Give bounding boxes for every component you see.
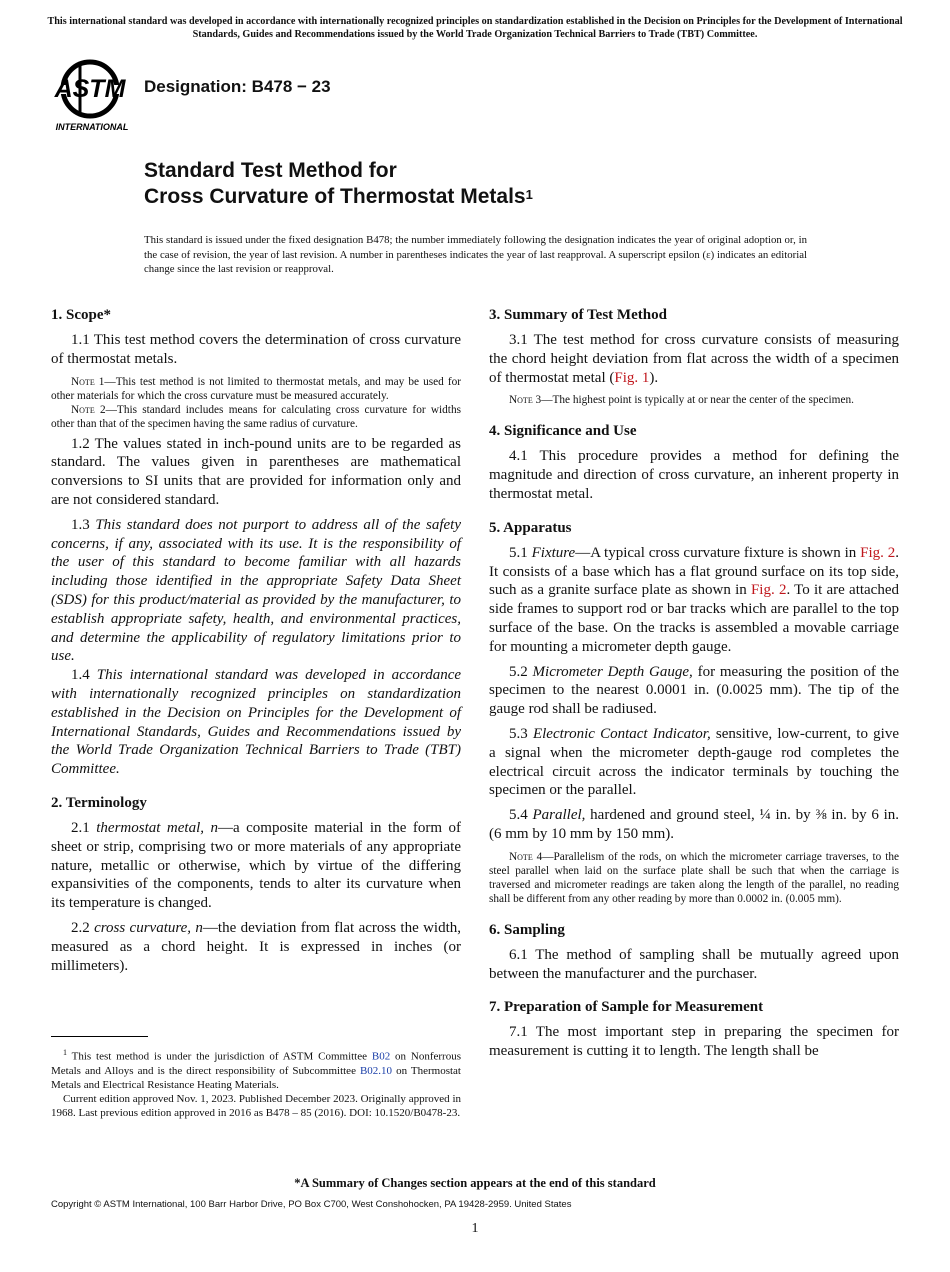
- sampling-heading: 6. Sampling: [489, 921, 565, 938]
- astm-logo-icon: [52, 56, 136, 132]
- para-2-2-term: cross curvature, n: [94, 919, 203, 936]
- para-5-1-text-b: . It consists of a base which has a flat ground surface on its top side, such as a granite surface plate as shown in: [489, 544, 900, 599]
- note-3-label: Note: [509, 394, 533, 407]
- para-1-4-text: This international standard was developed in accordance with internationally recognized principles on standardization established in the Decision on Principles for the Development of International Standards, Guides and Recommendations issued by the World Trade Organization Technical Barriers to Trade (TBT) Committee.: [51, 667, 462, 778]
- para-5-3: [489, 725, 899, 800]
- para-4-1: 4.1 This procedure provides a method for defining the magnitude and direction of cross curvature, an inherent property in thermostat metal.: [489, 448, 899, 502]
- para-5-1-text-a: —A typical cross curvature fixture is shown in: [575, 544, 861, 561]
- para-5-4: [489, 806, 899, 844]
- para-5-1: [489, 544, 899, 657]
- footnotes: [51, 1046, 461, 1120]
- para-3-1: [489, 331, 899, 387]
- designation: Designation: B478 − 23: [144, 77, 331, 96]
- footnote-1-text-b: on Nonferrous Metals and Alloys and is the direct responsibility of Subcommittee: [51, 1050, 461, 1077]
- footnote-1-text-c: on Thermostat Metals and Electrical Resistance Heating Materials.: [51, 1064, 461, 1091]
- section-terminology: [51, 793, 461, 975]
- para-5-4-text: hardened and ground steel, ¼ in. by ⅜ in. by 6 in. (6 mm by 10 mm by 150 mm).: [489, 807, 899, 842]
- para-2-2-num: 2.2: [71, 919, 95, 936]
- note-4-label: Note: [509, 850, 533, 863]
- para-1-3-num: 1.3: [71, 516, 96, 533]
- terminology-heading: 2. Terminology: [51, 794, 147, 811]
- top-notice: This international standard was developed in accordance with internationally recognized principles on standardization established in the Decision on Principles for the Development of International Standards, Guides and Recommendations issued by the World Trade Organization Technical Barriers to Trade (TBT) Committee.: [47, 16, 903, 40]
- para-5-3-num: 5.3: [509, 725, 533, 742]
- para-5-1-term: Fixture: [531, 544, 576, 561]
- para-5-4-num: 5.4: [509, 807, 533, 824]
- para-6-1: 6.1 The method of sampling shall be mutually agreed upon between the manufacturer and the purchaser.: [489, 946, 899, 982]
- note-4-text: 4—Parallelism of the rods, on which the micrometer carriage traverses, to the steel parallel when laid on the surface plate shall be such that when the carriage is traversed and micrometer readings are taken along the length of the parallel, no reading shall be different from any other reading by more than 0.0002 in. (0.005 mm).: [489, 850, 899, 905]
- footnote-rule: [51, 1036, 148, 1037]
- scope-heading: 1. Scope*: [51, 307, 111, 323]
- section-scope: [51, 305, 461, 779]
- para-5-2-term: Micrometer Depth Gauge,: [532, 663, 693, 680]
- note-1-label: Note: [71, 375, 95, 388]
- preparation-heading: 7. Preparation of Sample for Measurement: [489, 999, 764, 1016]
- section-apparatus: [489, 518, 899, 906]
- note-2-text: 2—This standard includes means for calculating cross curvature for widths other than that of the specimen having the same radius of curvature.: [51, 403, 461, 430]
- para-5-2-num: 5.2: [509, 663, 533, 680]
- para-1-3: [51, 516, 461, 666]
- committee-b02-link[interactable]: B02: [371, 1050, 391, 1063]
- right-column: [489, 305, 899, 1061]
- astm-logo: [52, 56, 136, 132]
- edition-note: Current edition approved Nov. 1, 2023. Published December 2023. Originally approved in 1968. Last previous edition approved in 2016 as B478 – 85 (2016). DOI: 10.1520/B0478-23.: [51, 1092, 461, 1119]
- para-7-1: 7.1 The most important step in preparing the specimen for measurement is cutting it to length. The length shall be: [489, 1024, 899, 1060]
- page-number: 1: [471, 1221, 479, 1236]
- subcommittee-b02-10-link[interactable]: B02.10: [359, 1064, 393, 1077]
- left-column: [51, 305, 461, 975]
- significance-heading: 4. Significance and Use: [489, 423, 637, 440]
- summary-heading: 3. Summary of Test Method: [489, 307, 667, 323]
- para-5-2-text: for measuring the position of the specimen to the nearest 0.0001 in. (0.0025 mm). The tip of the gauge rod shall be radiused.: [489, 663, 900, 718]
- note-2: [51, 403, 461, 431]
- para-2-1-text: —a composite material in the form of sheet or strip, comprising two or more materials of any appropriate nature, metallic or otherwise, which by virtue of the differing expansivities of the components, tends to alter its curvature when its temperature is changed.: [51, 819, 461, 912]
- fig-2-link[interactable]: Fig. 2: [860, 544, 896, 561]
- fig-1-link[interactable]: Fig. 1: [614, 369, 650, 386]
- para-1-4-num: 1.4: [71, 667, 97, 684]
- para-5-1-num: 5.1: [509, 544, 532, 561]
- para-2-1: [51, 819, 461, 913]
- para-2-1-term: thermostat metal, n: [96, 819, 218, 836]
- section-sampling: [489, 920, 899, 984]
- note-3-text: 3—The highest point is typically at or near the center of the specimen.: [532, 394, 854, 407]
- copyright: Copyright © ASTM International, 100 Barr Harbor Drive, PO Box C700, West Conshohocken, PA 19428-2959. United States: [51, 1199, 572, 1210]
- fig-2-link-second[interactable]: Fig. 2: [750, 582, 787, 599]
- apparatus-heading: 5. Apparatus: [489, 519, 572, 536]
- note-1-text: 1—This test method is not limited to thermostat metals, and may be used for other materials for which the cross curvature must be measured accurately.: [51, 375, 461, 402]
- logo-org: INTERNATIONAL: [55, 122, 129, 132]
- section-summary: [489, 305, 899, 407]
- para-1-1: 1.1 This test method covers the determination of cross curvature of thermostat metals.: [51, 332, 461, 367]
- section-preparation: [489, 997, 899, 1061]
- para-5-4-term: Parallel,: [532, 807, 586, 824]
- title-line-2: Cross Curvature of Thermostat Metals: [144, 185, 526, 208]
- logo-wordmark: ASTM: [54, 75, 126, 103]
- para-2-2-text: —the deviation from flat across the width, measured as a chord height. It is expressed in inches (or millimeters).: [51, 919, 461, 974]
- para-5-3-term: Electronic Contact Indicator,: [532, 725, 711, 742]
- para-3-1-end: ).: [649, 369, 659, 386]
- title-line-1: Standard Test Method for: [144, 159, 397, 182]
- title-footnote-mark: 1: [525, 187, 533, 202]
- note-3: [489, 393, 899, 407]
- para-1-2: 1.2 The values stated in inch-pound units are to be regarded as standard. The values given in parentheses are mathematical conversions to SI units that are provided for information only and are not considered standard.: [51, 435, 461, 508]
- note-4: [489, 850, 899, 906]
- footnote-1-text-a: This test method is under the jurisdiction of ASTM Committee: [67, 1050, 372, 1063]
- para-3-1-text: 3.1 The test method for cross curvature consists of measuring the chord height deviation from flat across the width of a specimen of thermostat metal (: [489, 332, 899, 386]
- summary-of-changes-note: *A Summary of Changes section appears at the end of this standard: [294, 1176, 656, 1190]
- footnote-1: [51, 1046, 461, 1092]
- para-5-1-text-c: . To it are attached side frames to support rod or bar tracks which are parallel to the top surface of the base. On the tracks is assembled a movable carriage for mounting a micrometer depth gauge.: [489, 582, 899, 655]
- para-1-3-text: This standard does not purport to address all of the safety concerns, if any, associated with its use. It is the responsibility of the user of this standard to become familiar with all hazards including those identified in the appropriate Safety Data Sheet (SDS) for this product/material as provided by the manufacturer, to establish appropriate safety, health, and environmental practices, and determine the applicability of regulatory limitations prior to use.: [51, 516, 462, 665]
- note-2-label: Note: [71, 403, 95, 416]
- para-2-2: [51, 919, 461, 975]
- footnote-1-mark: 1: [63, 1048, 67, 1057]
- para-5-2: [489, 663, 899, 719]
- document-title: [144, 158, 533, 210]
- para-1-4: [51, 666, 461, 779]
- para-2-1-num: 2.1: [71, 819, 97, 836]
- para-5-3-text: sensitive, low-current, to give a signal when the micrometer depth-gauge rod completes the electrical circuit across the indicator terminals by touching the specimen or the parallel.: [489, 725, 899, 799]
- section-significance: [489, 421, 899, 503]
- issued-note: This standard is issued under the fixed designation B478; the number immediately following the designation indicates the year of original adoption or, in the case of revision, the year of last revision. A number in parentheses indicates the year of last reapproval. A superscript epsilon (ε) indicates an editorial change since the last revision or reapproval.: [144, 234, 807, 276]
- note-1: [51, 375, 461, 403]
